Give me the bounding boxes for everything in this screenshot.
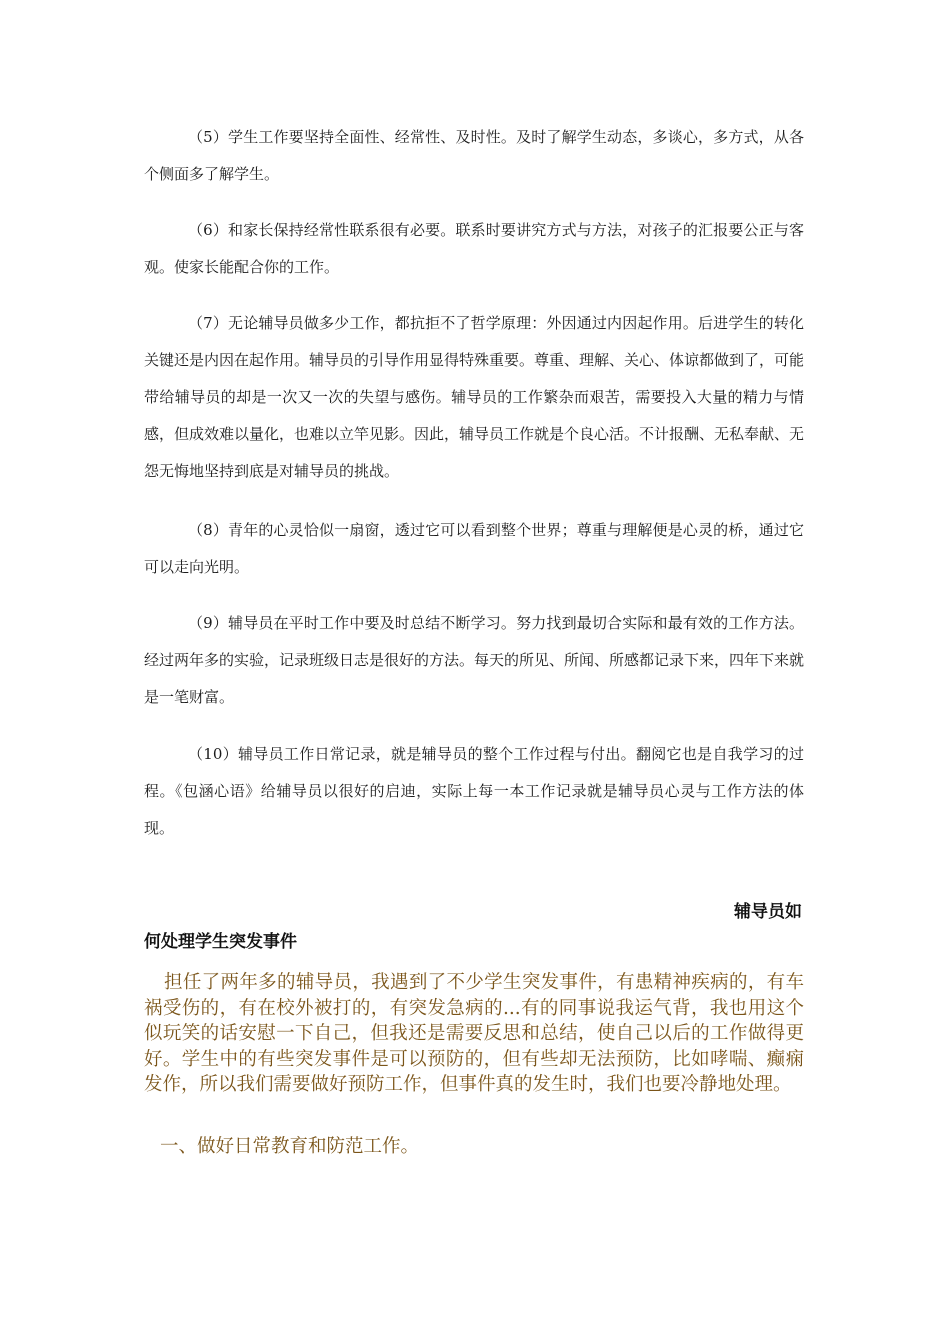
section-subheading: 一、做好日常教育和防范工作。 [160,1136,420,1157]
section-title [144,897,802,957]
paragraph-8: （8）青年的心灵恰似一扇窗，透过它可以看到整个世界；尊重与理解便是心灵的桥，通过它可以走向光明。 [144,521,804,576]
section-title-line-2: 何处理学生突发事件 [144,932,297,952]
paragraph-7: （7）无论辅导员做多少工作，都抗拒不了哲学原理：外因通过内因起作用。后进学生的转化关键还是内因在起作用。辅导员的引导作用显得特殊重要。尊重、理解、关心、体谅都做到了，可能带给辅导员的却是一次又一次的失望与感伤。辅导员的工作繁杂而艰苦，需要投入大量的精力与情感，但成效难以量化，也难以立竿见影。因此，辅导员工作就是个良心活。不计报酬、无私奉献、无怨无悔地坚持到底是对辅导员的挑战。 [144,314,805,480]
paragraph-9: （9）辅导员在平时工作中要及时总结不断学习。努力找到最切合实际和最有效的工作方法。经过两年多的实验，记录班级日志是很好的方法。每天的所见、所闻、所感都记录下来，四年下来就是一笔财富。 [144,614,805,706]
section-title-line-1: 辅导员如 [734,902,802,922]
section-intro-paragraph: 担任了两年多的辅导员，我遇到了不少学生突发事件，有患精神疾病的，有车祸受伤的，有在校外被打的，有突发急病的...有的同事说我运气背，我也用这个似玩笑的话安慰一下自己，但我还是需要反思和总结，使自己以后的工作做得更好。学生中的有些突发事件是可以预防的，但有些却无法预防，比如哮喘、癫痫发作，所以我们需要做好预防工作，但事件真的发生时，我们也要冷静地处理。 [144,972,804,1095]
paragraph-5: （5）学生工作要坚持全面性、经常性、及时性。及时了解学生动态，多谈心，多方式，从各个侧面多了解学生。 [144,128,804,183]
paragraph-10: （10）辅导员工作日常记录，就是辅导员的整个工作过程与付出。翻阅它也是自我学习的过程。《包涵心语》给辅导员以很好的启迪，实际上每一本工作记录就是辅导员心灵与工作方法的体现。 [144,745,804,837]
paragraph-6: （6）和家长保持经常性联系很有必要。联系时要讲究方式与方法，对孩子的汇报要公正与客观。使家长能配合你的工作。 [144,221,804,276]
